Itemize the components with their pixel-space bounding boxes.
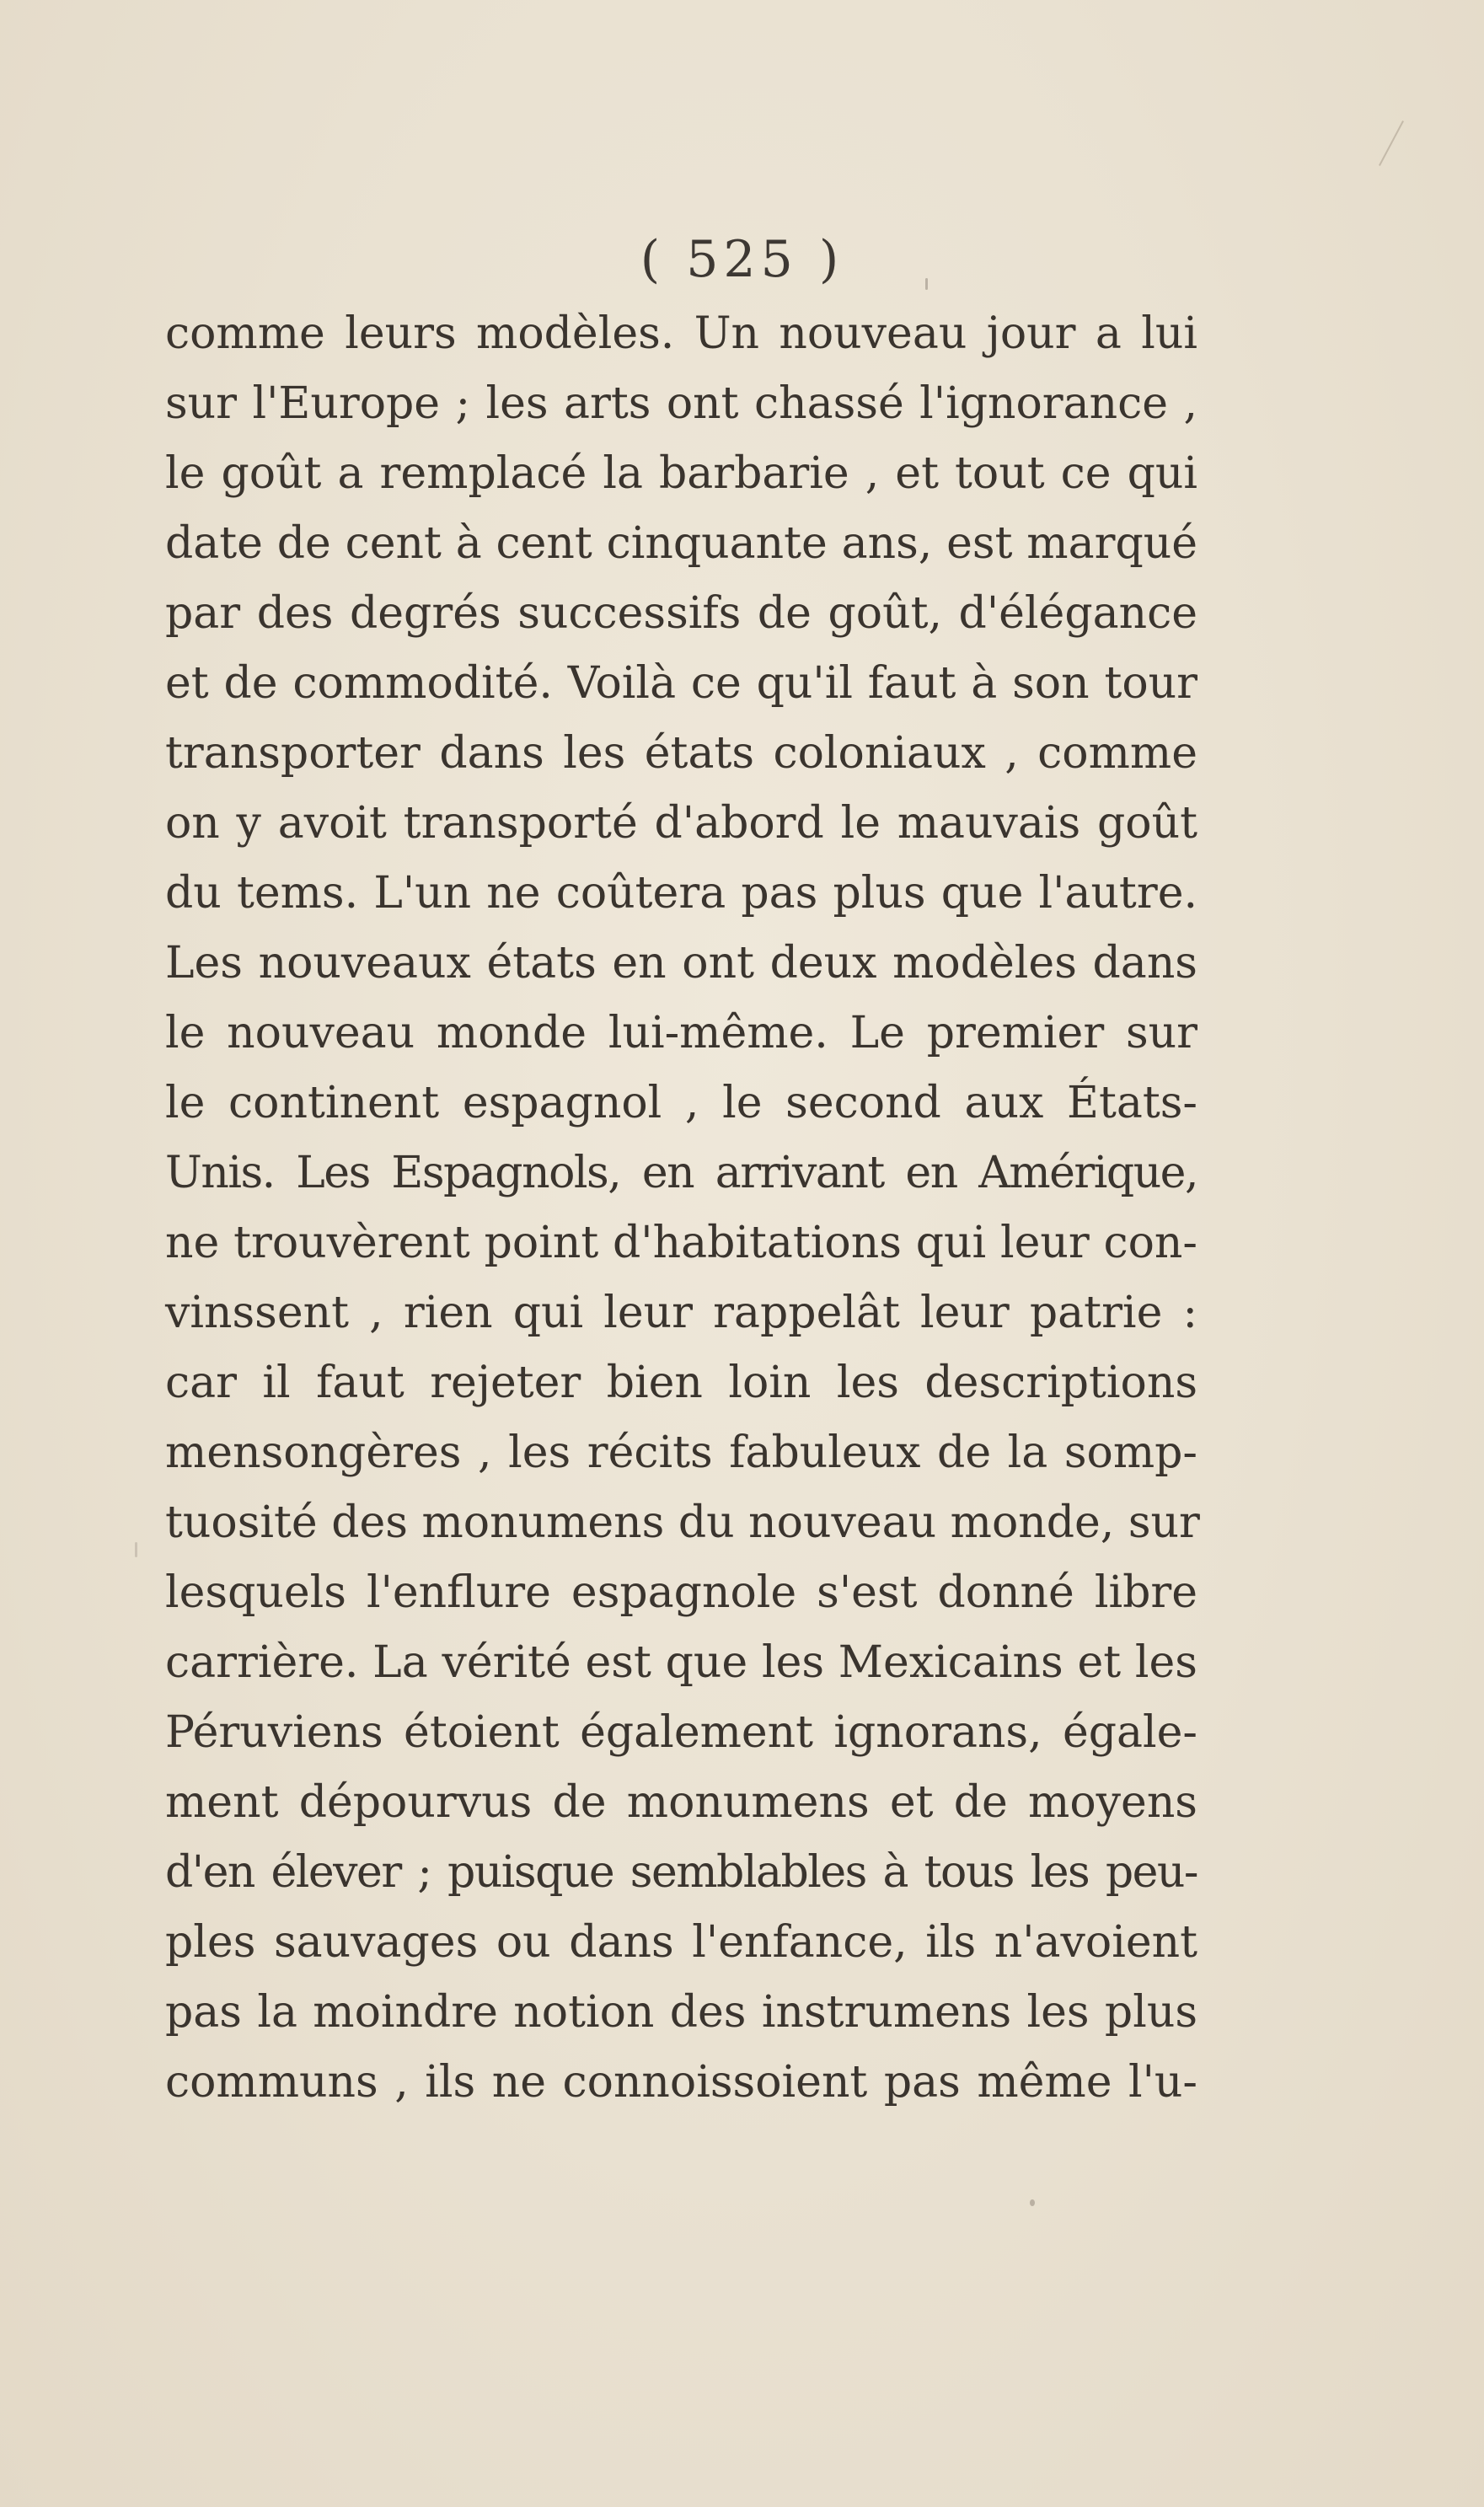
- text-line: par des degrés successifs de goût, d'élégance: [165, 588, 1197, 639]
- text-line: le goût a remplacé la barbarie , et tout ce qui: [165, 448, 1197, 499]
- text-line: ne trouvèrent point d'habitations qui leur con-: [165, 1218, 1197, 1268]
- text-line: vinssent , rien qui leur rappelât leur patrie :: [165, 1288, 1197, 1338]
- text-line: ment dépourvus de monumens et de moyens: [165, 1777, 1197, 1828]
- text-line: tuosité des monumens du nouveau monde, sur: [165, 1497, 1200, 1548]
- body-text: [165, 299, 1200, 2118]
- text-line: car il faut rejeter bien loin les descriptions: [165, 1358, 1197, 1408]
- text-line: le nouveau monde lui-même. Le premier sur: [165, 1008, 1197, 1058]
- paper-crease: [1379, 121, 1404, 166]
- paper-speck: [135, 1542, 137, 1557]
- text-line: transporter dans les états coloniaux , comme: [165, 728, 1197, 779]
- text-line: mensongères , les récits fabuleux de la somp-: [165, 1428, 1197, 1478]
- text-line: ples sauvages ou dans l'enfance, ils n'avoient: [165, 1917, 1197, 1968]
- text-line: on y avoit transporté d'abord le mauvais goût: [165, 798, 1197, 849]
- text-line: carrière. La vérité est que les Mexicains et les: [165, 1637, 1197, 1688]
- text-line: comme leurs modèles. Un nouveau jour a lui: [165, 308, 1197, 359]
- text-line: du tems. L'un ne coûtera pas plus que l'autre.: [165, 868, 1197, 919]
- paper-speck: [1030, 2199, 1035, 2206]
- text-line: communs , ils ne connoissoient pas même l'u-: [165, 2057, 1197, 2108]
- text-line: et de commodité. Voilà ce qu'il faut à son tour: [165, 658, 1197, 709]
- paper-speck: [925, 278, 928, 290]
- text-line: date de cent à cent cinquante ans, est marqué: [165, 518, 1197, 569]
- text-line: pas la moindre notion des instrumens les plus: [165, 1987, 1197, 2038]
- text-line: lesquels l'enflure espagnole s'est donné libre: [165, 1567, 1197, 1618]
- text-line: Péruviens étoient également ignorans, égale-: [165, 1707, 1197, 1758]
- text-line: d'en élever ; puisque semblables à tous les peu-: [165, 1847, 1197, 1898]
- text-line: Les nouveaux états en ont deux modèles dans: [165, 938, 1197, 988]
- page-number: ( 525 ): [640, 230, 844, 289]
- text-line: le continent espagnol , le second aux États-: [165, 1078, 1197, 1128]
- text-line: Unis. Les Espagnols, en arrivant en Amérique,: [165, 1148, 1197, 1198]
- text-line: sur l'Europe ; les arts ont chassé l'ignorance ,: [165, 378, 1197, 429]
